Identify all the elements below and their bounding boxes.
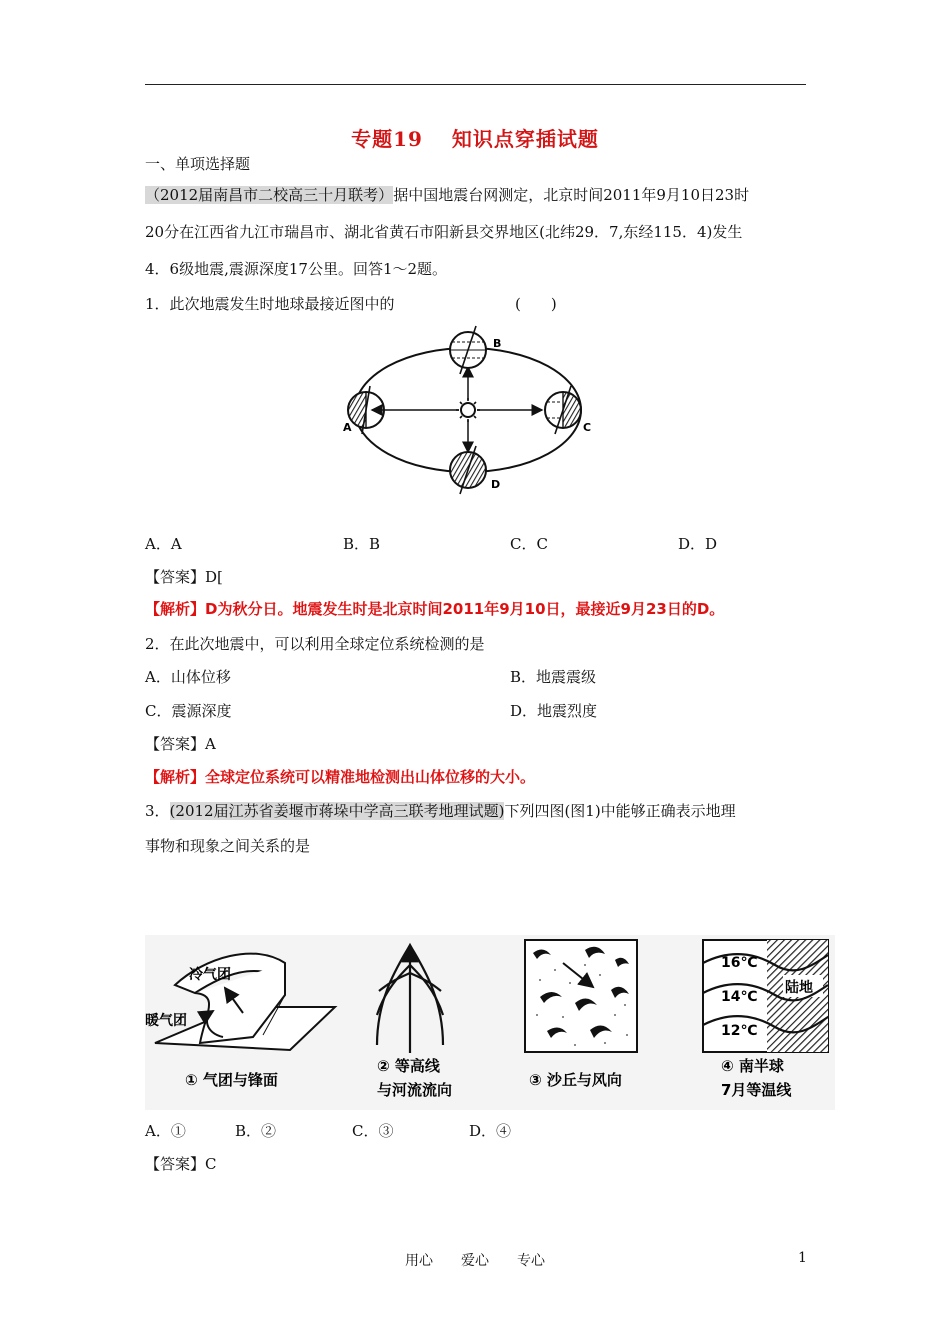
page-footer: 用心 爱心 专心 bbox=[405, 1253, 545, 1269]
q2-stem: 2．在此次地震中，可以利用全球定位系统检测的是 bbox=[145, 635, 485, 653]
q1-analysis: 【解析】D为秋分日。地震发生时是北京时间2011年9月10日，最接近9月23日的D。 bbox=[145, 600, 725, 618]
q3-option-c[interactable]: C．③ bbox=[352, 1122, 394, 1140]
q3-option-d[interactable]: D．④ bbox=[469, 1122, 512, 1140]
q2-option-d[interactable]: D．地震烈度 bbox=[510, 702, 598, 720]
sun-icon bbox=[456, 398, 480, 422]
q2-answer: 【答案】A bbox=[145, 735, 216, 753]
p4-isotherm-14: 14℃ bbox=[721, 989, 758, 1005]
q3-option-b[interactable]: B．② bbox=[235, 1122, 277, 1140]
q2-option-a[interactable]: A．山体位移 bbox=[145, 668, 231, 686]
q1-option-a[interactable]: A．A bbox=[145, 535, 182, 553]
p3-caption: ③ 沙丘与风向 bbox=[529, 1071, 622, 1089]
q1-answer: 【答案】D[ bbox=[145, 568, 223, 586]
earth-label-c: C bbox=[583, 421, 592, 434]
q3-option-a[interactable]: A．① bbox=[145, 1122, 186, 1140]
earth-orbit-diagram bbox=[335, 320, 615, 500]
q1-stem: 1．此次地震发生时地球最接近图中的 bbox=[145, 295, 395, 313]
p4-caption-2: 7月等温线 bbox=[721, 1081, 792, 1099]
p2-caption-2: 与河流流向 bbox=[377, 1081, 453, 1099]
p4-isotherm-16: 16℃ bbox=[721, 955, 758, 971]
q3-line-1 bbox=[145, 800, 736, 822]
q3-number: 3． bbox=[145, 802, 170, 820]
q1-option-c[interactable]: C．C bbox=[510, 535, 548, 553]
q3-source: (2012届江苏省姜堰市蒋垛中学高三联考地理试题) bbox=[169, 802, 505, 820]
p2-caption-1: ② 等高线 bbox=[377, 1057, 440, 1075]
page-title: 专题19 知识点穿插试题 bbox=[351, 127, 599, 151]
q2-option-c[interactable]: C．震源深度 bbox=[145, 702, 232, 720]
panel-dunes-wind bbox=[525, 940, 637, 1052]
q2-option-b[interactable]: B．地震震级 bbox=[510, 668, 597, 686]
q1-bracket: ( ) bbox=[515, 295, 557, 313]
p1-warm-air-label: 暖气团 bbox=[145, 1013, 187, 1029]
earth-label-d: D bbox=[491, 478, 501, 491]
q1-option-d[interactable]: D．D bbox=[678, 535, 718, 553]
p4-land-label: 陆地 bbox=[785, 980, 813, 996]
q2-analysis: 【解析】全球定位系统可以精准地检测出山体位移的大小。 bbox=[145, 768, 536, 786]
p4-isotherm-12: 12℃ bbox=[721, 1023, 758, 1039]
p4-caption-1: ④ 南半球 bbox=[721, 1057, 784, 1075]
p1-caption: ① 气团与锋面 bbox=[185, 1071, 278, 1089]
header-rule bbox=[145, 84, 806, 85]
q3-text-1: 下列四图(图1)中能够正确表示地理 bbox=[504, 802, 736, 820]
earth-label-a: A bbox=[343, 421, 352, 434]
panel-isotherms bbox=[703, 940, 828, 1052]
q1-option-b[interactable]: B．B bbox=[343, 535, 381, 553]
earth-c bbox=[545, 386, 591, 434]
earth-label-b: B bbox=[493, 337, 502, 350]
p1-cold-air-label: 冷气团 bbox=[189, 967, 231, 983]
section-heading: 一、单项选择题 bbox=[145, 155, 251, 173]
intro-line-2: 20分在江西省九江市瑞昌市、湖北省黄石市阳新县交界地区(北纬29．7,东经115．4)发生 bbox=[145, 223, 743, 241]
intro-line-1 bbox=[145, 184, 749, 206]
intro-source: （2012届南昌市二校高三十月联考） bbox=[145, 186, 394, 204]
q3-line-2: 事物和现象之间关系的是 bbox=[145, 837, 311, 855]
intro-line-3: 4．6级地震,震源深度17公里。回答1～2题。 bbox=[145, 260, 448, 278]
page-number: 1 bbox=[798, 1250, 807, 1266]
figure-1 bbox=[145, 935, 835, 1110]
sunlight-arrows bbox=[372, 367, 542, 452]
intro-text-1: 据中国地震台网测定，北京时间2011年9月10日23时 bbox=[393, 186, 750, 204]
q3-answer: 【答案】C bbox=[145, 1155, 217, 1173]
